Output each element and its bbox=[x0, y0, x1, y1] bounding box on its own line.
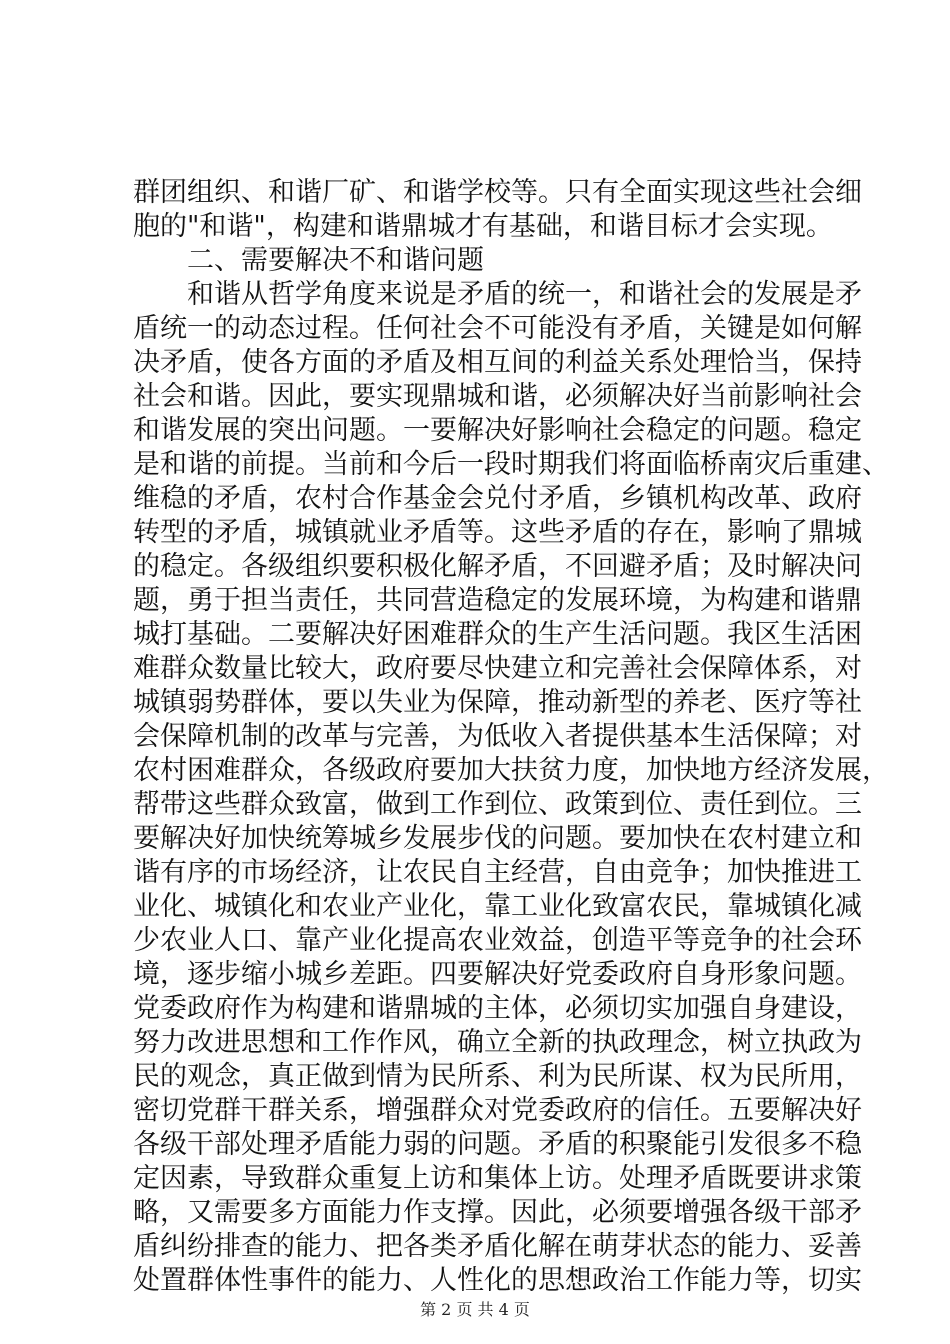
text-line: 的稳定。各级组织要积极化解矛盾，不回避矛盾；及时解决问 bbox=[133, 551, 862, 582]
text-line: 群团组织、和谐厂矿、和谐学校等。只有全面实现这些社会细 bbox=[133, 177, 862, 208]
text-line: 密切党群干群关系，增强群众对党委政府的信任。五要解决好 bbox=[133, 1095, 862, 1126]
section-heading: 二、需要解决不和谐问题 bbox=[187, 245, 484, 276]
text-line: 民的观念，真正做到情为民所系、利为民所谋、权为民所用， bbox=[133, 1061, 862, 1092]
text-line: 盾统一的动态过程。任何社会不可能没有矛盾，关键是如何解 bbox=[133, 313, 862, 344]
text-line: 农村困难群众，各级政府要加大扶贫力度，加快地方经济发展， bbox=[133, 755, 889, 786]
text-line: 难群众数量比较大，政府要尽快建立和完善社会保障体系，对 bbox=[133, 653, 862, 684]
text-line: 题，勇于担当责任，共同营造稳定的发展环境，为构建和谐鼎 bbox=[133, 585, 862, 616]
text-line: 谐有序的市场经济，让农民自主经营，自由竞争；加快推进工 bbox=[133, 857, 862, 888]
text-line: 城打基础。二要解决好困难群众的生产生活问题。我区生活困 bbox=[133, 619, 862, 650]
text-line: 略，又需要多方面能力作支撑。因此，必须要增强各级干部矛 bbox=[133, 1197, 862, 1228]
text-line: 帮带这些群众致富，做到工作到位、政策到位、责任到位。三 bbox=[133, 789, 862, 820]
text-line: 党委政府作为构建和谐鼎城的主体，必须切实加强自身建设， bbox=[133, 993, 862, 1024]
text-line: 会保障机制的改革与完善，为低收入者提供基本生活保障；对 bbox=[133, 721, 862, 752]
text-line: 是和谐的前提。当前和今后一段时期我们将面临桥南灾后重建、 bbox=[133, 449, 889, 480]
text-line: 少农业人口、靠产业化提高农业效益，创造平等竞争的社会环 bbox=[133, 925, 862, 956]
text-line: 胞的"和谐"，构建和谐鼎城才有基础，和谐目标才会实现。 bbox=[133, 211, 833, 242]
text-line: 社会和谐。因此，要实现鼎城和谐，必须解决好当前影响社会 bbox=[133, 381, 862, 412]
text-line: 业化、城镇化和农业产业化，靠工业化致富农民，靠城镇化减 bbox=[133, 891, 862, 922]
text-line: 定因素，导致群众重复上访和集体上访。处理矛盾既要讲求策 bbox=[133, 1163, 862, 1194]
paragraph-first-line: 和谐从哲学角度来说是矛盾的统一，和谐社会的发展是矛 bbox=[187, 279, 862, 310]
text-line: 各级干部处理矛盾能力弱的问题。矛盾的积聚能引发很多不稳 bbox=[133, 1129, 862, 1160]
text-line: 转型的矛盾，城镇就业矛盾等。这些矛盾的存在，影响了鼎城 bbox=[133, 517, 862, 548]
text-line: 盾纠纷排查的能力、把各类矛盾化解在萌芽状态的能力、妥善 bbox=[133, 1231, 862, 1262]
text-line: 城镇弱势群体，要以失业为保障，推动新型的养老、医疗等社 bbox=[133, 687, 862, 718]
text-line: 维稳的矛盾，农村合作基金会兑付矛盾，乡镇机构改革、政府 bbox=[133, 483, 862, 514]
text-line: 要解决好加快统筹城乡发展步伐的问题。要加快在农村建立和 bbox=[133, 823, 862, 854]
text-line: 努力改进思想和工作作风，确立全新的执政理念，树立执政为 bbox=[133, 1027, 862, 1058]
text-line: 和谐发展的突出问题。一要解决好影响社会稳定的问题。稳定 bbox=[133, 415, 862, 446]
text-line: 境，逐步缩小城乡差距。四要解决好党委政府自身形象问题。 bbox=[133, 959, 862, 990]
page-number-footer: 第 2 页 共 4 页 bbox=[420, 1300, 530, 1319]
text-line: 处置群体性事件的能力、人性化的思想政治工作能力等，切实 bbox=[133, 1265, 862, 1296]
text-line: 决矛盾，使各方面的矛盾及相互间的利益关系处理恰当，保持 bbox=[133, 347, 862, 378]
